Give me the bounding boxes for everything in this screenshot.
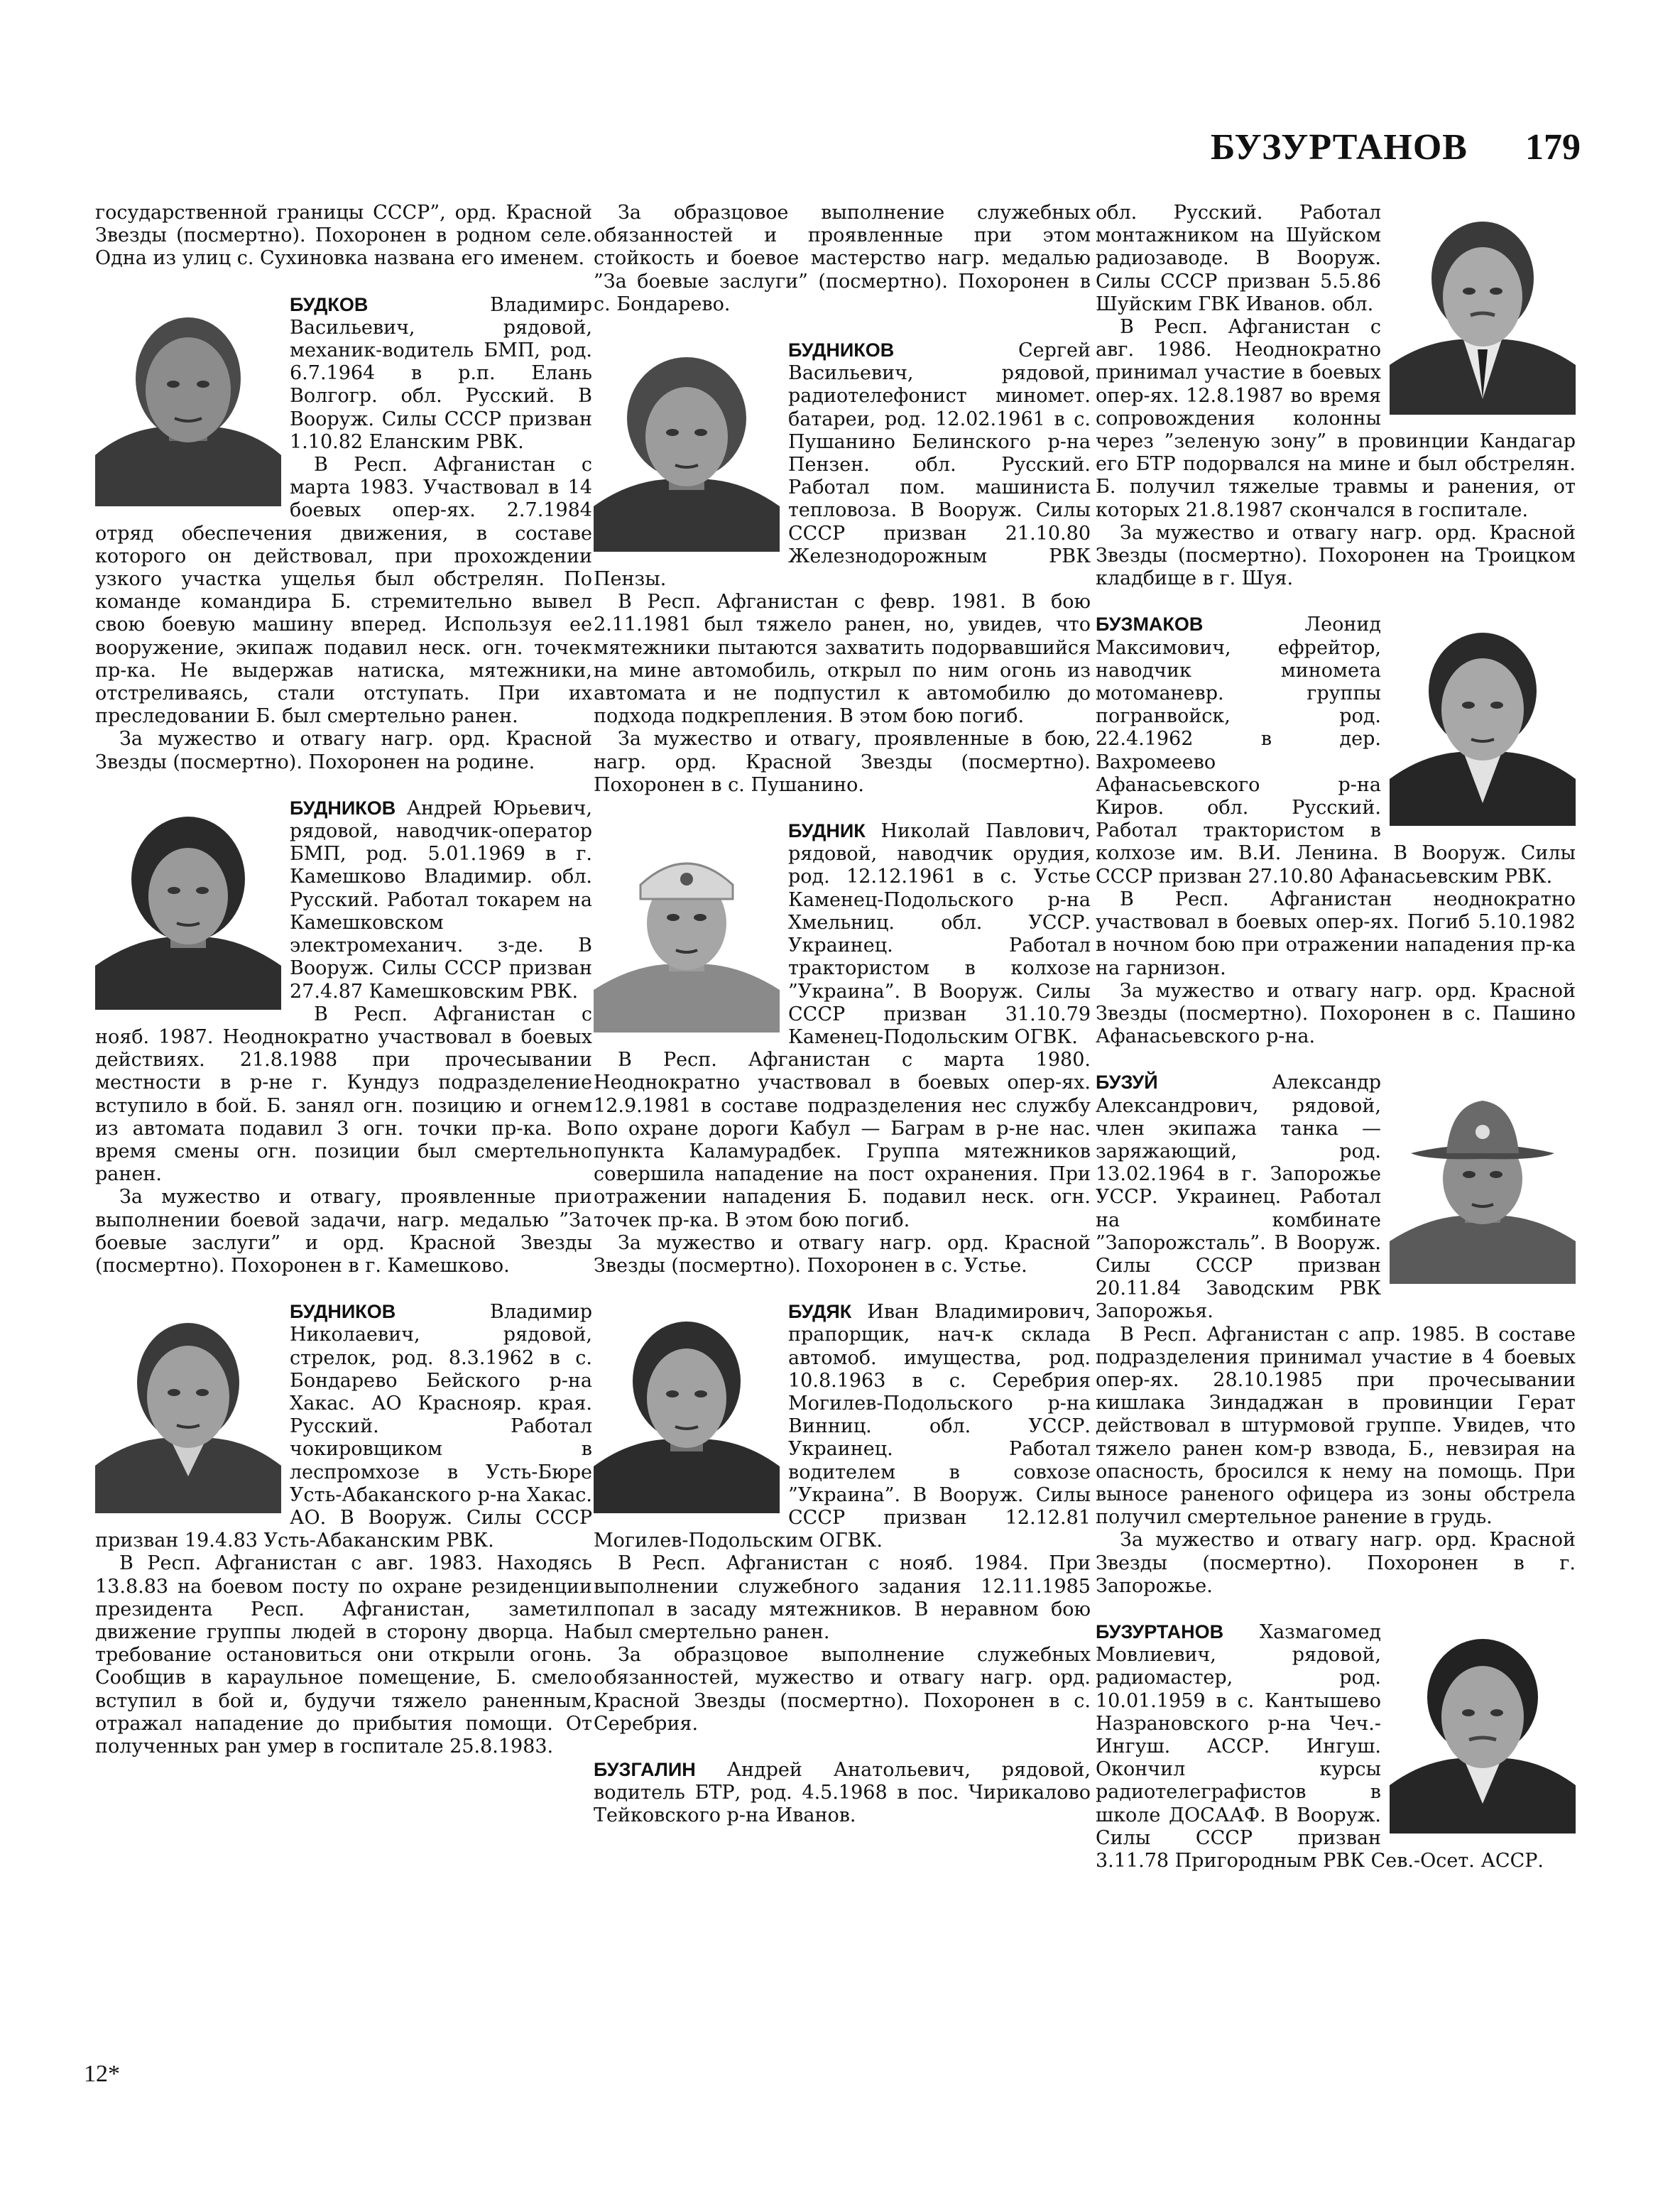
column-1 [95,202,592,2005]
entry-budnikov-vladimir [95,1300,592,1758]
entry-buzgalin-andrey [594,1758,1091,1828]
entry-text: Александр Александрович, рядовой, член экипажа танка — заряжающий, род. 13.02.1964 в г. Запорожье УССР. Украинец. Работал на комбинате ”Запорожсталь”. В Вооруж. Силы СССР призван 20.11.84 Заводским РВК Запорожья. [1096,1072,1381,1323]
portrait-photo [1390,619,1576,826]
portrait-figure [594,1306,780,1513]
portrait-photo [594,344,780,552]
entry-text: обл. Русский. Работал монтажником на Шуйском радиозаводе. В Вооруж. Силы СССР призван 5.5.86 Шуйским ГВК Иванов. обл. [1096,202,1381,315]
portrait-photo [95,299,281,506]
page-number: 179 [1525,127,1581,168]
entry-budnikov-sergey [594,339,1091,797]
portrait-figure [594,344,780,552]
entry-text: За мужество и отвагу нагр. орд. Красной Звезды (посмертно). Похоронен в с. Устье. [594,1231,1091,1277]
entry-surname: БУДНИКОВ [290,1301,396,1323]
portrait-figure [95,802,281,1010]
entry-surname: БУЗГАЛИН [594,1759,696,1780]
portrait-photo [95,1306,281,1513]
column-2 [594,202,1091,2005]
portrait-photo [1390,1626,1576,1833]
entry-budkov-vladimir [95,293,592,774]
portrait-figure [1390,207,1576,415]
entry-text: В Респ. Афганистан с марта 1983. Участвовал в 14 боевых опер-ях. 2.7.1984 отряд обеспечения движения, в составе которого он действовал, при прохождении узкого участка ущелья был обстрелян. По команде командира Б. стремительно вывел свою боевую машину вперед. Используя ее вооружение, экипаж подавил неск. огн. точек пр-ка. Не выдержав натиска, мятежники, отстреливаясь, стали отступать. При их преследовании Б. был смертельно ранен. [95,454,592,728]
entry-text: Андрей Анатольевич, рядовой, водитель БТР, род. 4.5.1968 в пос. Чирикалово Тейковского р-на Иванов. [594,1759,1091,1827]
entry-text: За мужество и отвагу, проявленные в бою, нагр. орд. Красной Звезды (посмертно). Похоронен в с. Пушанино. [594,728,1091,796]
entry-surname: БУДНИКОВ [788,339,895,361]
entry-budnikov-andrey [95,797,592,1277]
column-3 [1096,202,1576,2005]
portrait-figure [1390,619,1576,826]
portrait-figure [95,1306,281,1513]
entry-buzmakov-leonid [1096,613,1576,1048]
entry-text: В Респ. Афганистан с авг. 1986. Неоднократно принимал участие в боевых опер-ях. 12.8.1987 во время сопровождения колонны через ”зеленую зону” в провинции Кандагар его БТР подорвался на мине и был обстрелян. Б. получил тяжелые травмы и ранения, от которых 21.8.1987 скончался в госпитале. [1096,316,1576,521]
entry-text: В Респ. Афганистан с нояб. 1984. При выполнении служебного задания 12.11.1985 попал в засаду мятежников. В неравном бою был смертельно ранен. [594,1552,1091,1643]
entry-text: В Респ. Афганистан с апр. 1985. В составе подразделения принимал участие в 4 боевых опер-ях. 28.10.1985 при прочесывании кишлака Зиндаджан в провинции Герат действовал в штурмовой группе. Увидев, что тяжело ранен ком-р взвода, Б., невзирая на опасность, бросился к нему на помощь. При выносе раненого офицера из зоны обстрела получил смертельное ранение в грудь. [1096,1323,1576,1529]
entry-budnik-nikolay [594,819,1091,1277]
portrait-photo [594,1306,780,1513]
entry-text: В Респ. Афганистан неоднократно участвовал в боевых опер-ях. Погиб 5.10.1982 в ночном бою при отражении нападения пр-ка на гарнизон. [1096,888,1576,979]
entry-text: Сергей Васильевич, рядовой, радиотелефонист миномет. батареи, род. 12.02.1961 в с. Пушанино Белинского р-на Пензен. обл. Русский. Работал пом. машиниста тепловоза. В Вооруж. Силы СССР призван 21.10.80 Железнодорожным РВК Пензы. [594,339,1091,591]
entry-text: За мужество и отвагу нагр. орд. Красной Звезды (посмертно). Похоронен на Троицком кладбище в г. Шуя. [1096,521,1576,590]
entry-buzurtanov-khazmagomed [1096,1620,1576,1873]
entry-text: За мужество и отвагу нагр. орд. Красной Звезды (посмертно). Похоронен в с. Пашино Афанасьевского р-на. [1096,979,1576,1048]
entry-surname: БУДНИКОВ [290,797,396,819]
portrait-photo [1390,207,1576,415]
entry-text: За образцовое выполнение служебных обязанностей, мужество и отвагу нагр. орд. Красной Звезды (посмертно). Похоронен в с. Серебрия. [594,1644,1091,1735]
signature-mark: 12* [84,2061,120,2087]
portrait-figure [1390,1626,1576,1833]
portrait-figure [95,299,281,506]
entry-text: Андрей Юрьевич, рядовой, наводчик-оператор БМП, род. 5.01.1969 в г. Камешково Владимир. обл. Русский. Работал токарем на Камешковском электромеханич. з-де. В Вооруж. Силы СССР призван 27.4.87 Камешковским РВК. [290,797,592,1003]
portrait-figure [594,825,780,1032]
entry-surname: БУДКОВ [290,293,369,315]
entry-text: Иван Владимирович, прапорщик, нач-к склада автомоб. имущества, род. 10.8.1963 в с. Серебрия Могилев-Подольского р-на Винниц. обл. УССР. Украинец. Работал водителем в совхозе ”Украина”. В Вооруж. Силы СССР призван 12.12.81 Могилев-Подольским ОГВК. [594,1301,1091,1552]
entry-text: В Респ. Афганистан с марта 1980. Неоднократно участвовал в боевых опер-ях. 12.9.1981 в составе подразделения нес службу по охране дороги Кабул — Баграм в р-не нас. пункта Каламурадбек. Группа мятежников совершила нападение на пост охранения. При отражении нападения Б. подавил неск. огн. точек пр-ка. В этом бою погиб. [594,1049,1091,1231]
entry-text: За образцовое выполнение служебных обязанностей и проявленные при этом стойкость и боевое мастерство нагр. медалью ”За боевые заслуги” (посмертно). Похоронен в с. Бондарево. [594,202,1091,315]
entry-text: Владимир Васильевич, рядовой, механик-водитель БМП, род. 6.7.1964 в р.п. Елань Волгогр. обл. Русский. В Вооруж. Силы СССР призван 1.10.82 Еланским РВК. [290,293,592,453]
entry-continuation [1096,202,1576,590]
entry-text: За мужество и отвагу нагр. орд. Красной Звезды (посмертно). Похоронен в г. Запорожье. [1096,1529,1576,1597]
entry-continuation [95,202,592,271]
portrait-figure [1390,1077,1576,1284]
entry-buzuy-aleksandr [1096,1071,1576,1598]
entry-text: За мужество и отвагу, проявленные при выполнении боевой задачи, нагр. медалью ”За боевые заслуги” и орд. Красной Звезды (посмертно). Похоронен в г. Камешково. [95,1186,592,1277]
entry-surname: БУЗМАКОВ [1096,614,1204,636]
entry-surname: БУДЯК [788,1301,852,1323]
entry-text: Леонид Максимович, ефрейтор, наводчик миномета мотоманевр. группы погранвойск, род. 22.4.1962 в дер. Вахромеево Афанасьевского р-на Киров. обл. Русский. Работал трактористом в колхозе им. В.И. Ленина. В Вооруж. Силы СССР призван 27.10.80 Афанасьевским РВК. [1096,614,1576,888]
entry-surname: БУЗУЙ [1096,1072,1158,1094]
portrait-photo [95,802,281,1010]
entry-text: Хазмагомед Мовлиевич, рядовой, радиомастер, род. 10.01.1959 в с. Кантышево Назрановского р-на Чеч.-Ингуш. АССР. Ингуш. Окончил курсы радиотелеграфистов в школе ДОСААФ. В Вооруж. Силы СССР призван 3.11.78 Пригородным РВК Сев.-Осет. АССР. [1096,1620,1544,1873]
entry-surname: БУДНИК [788,820,866,842]
entry-text: В Респ. Афганистан с нояб. 1987. Неоднократно участвовал в боевых действиях. 21.8.1988 при прочесывании местности в р-не г. Кундуз подразделение вступило в бой. Б. занял огн. позицию и огнем из автомата подавил 3 огн. точки пр-ка. Во время смены огн. позиции был смертельно ранен. [95,1003,592,1186]
running-header-name: БУЗУРТАНОВ [1211,127,1468,168]
entry-text: В Респ. Афганистан с февр. 1981. В бою 2.11.1981 был тяжело ранен, но, увидев, что мятежники пытаются захватить подорвавшийся на мине автомобиль, открыл по ним огонь из автомата и не подпустил к автомобилю до подхода подкрепления. В этом бою погиб. [594,591,1091,728]
entry-text: Владимир Николаевич, рядовой, стрелок, род. 8.3.1962 в с. Бондарево Бейского р-на Хакас. АО Краснояр. края. Русский. Работал чокировщиком в леспромхозе в Усть-Бюре Усть-Абаканского р-на Хакас. АО. В Вооруж. Силы СССР призван 19.4.83 Усть-Абаканским РВК. [95,1301,592,1552]
entry-continuation [594,202,1091,316]
portrait-photo [1390,1077,1576,1284]
entry-text: Николай Павлович, рядовой, наводчик орудия, род. 12.12.1961 в с. Устье Каменец-Подольского р-на Хмельниц. обл. УССР. Украинец. Работал трактористом в колхозе ”Украина”. В Вооруж. Силы СССР призван 31.10.79 Каменец-Подольским ОГВК. [788,820,1091,1048]
entry-text: государственной границы СССР”, орд. Красной Звезды (посмертно). Похоронен в родном селе. Одна из улиц с. Сухиновка названа его именем. [95,202,592,270]
entry-budyak-ivan [594,1300,1091,1736]
entry-text: За мужество и отвагу нагр. орд. Красной Звезды (посмертно). Похоронен на родине. [95,728,592,773]
entry-surname: БУЗУРТАНОВ [1096,1620,1224,1642]
entry-text: В Респ. Афганистан с авг. 1983. Находясь 13.8.83 на боевом посту по охране резиденции президента Респ. Афганистан, заметил движение группы людей в сторону дворца. На требование остановиться они открыли огонь. Сообщив в караульное помещение, Б. смело вступил в бой и, будучи тяжело раненным, отражал нападение до прибытия помощи. От полученных ран умер в госпитале 25.8.1983. [95,1552,592,1758]
portrait-photo [594,825,780,1032]
